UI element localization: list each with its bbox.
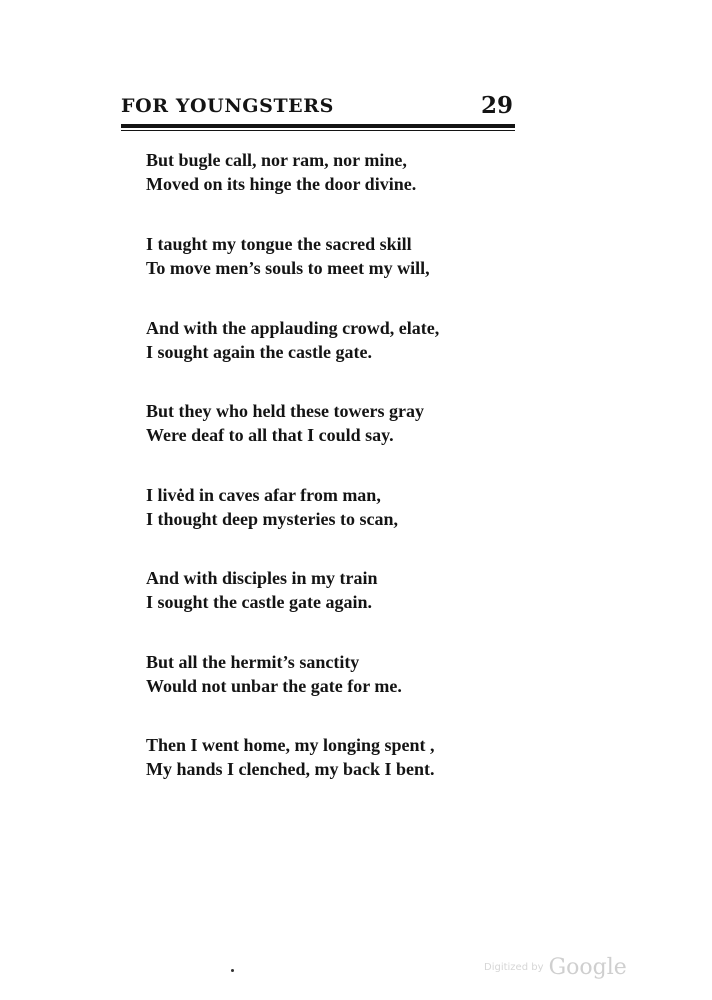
stanza [146, 232, 526, 280]
stanza [146, 483, 526, 531]
stanza [146, 566, 526, 614]
poem-line: And with the applauding crowd, elate, [146, 318, 440, 338]
poem-line: Moved on its hinge the door divine. [146, 174, 417, 194]
poem-line: I livėd in caves afar from man, [146, 485, 381, 505]
header-rule-thin [121, 130, 515, 131]
poem-line: But all the hermit’s sanctity [146, 652, 360, 672]
poem-line: And with disciples in my train [146, 568, 378, 588]
poem-line: I sought again the castle gate. [146, 342, 372, 362]
stanza [146, 148, 526, 196]
stanza [146, 316, 526, 364]
stanza [146, 650, 526, 698]
running-header [121, 94, 515, 122]
watermark-prefix: Digitized by [484, 962, 544, 973]
poem-line: I taught my tongue the sacred skill [146, 234, 412, 254]
stanza [146, 733, 526, 781]
poem-line: I sought the castle gate again. [146, 592, 372, 612]
poem-line: But they who held these towers gray [146, 401, 424, 421]
poem-line: Would not unbar the gate for me. [146, 676, 402, 696]
page-number: 29 [480, 92, 513, 119]
poem-line: Were deaf to all that I could say. [146, 425, 394, 445]
ink-speck [231, 969, 234, 972]
stanza [146, 399, 526, 447]
poem-line: To move men’s souls to meet my will, [146, 258, 430, 278]
header-rule-thick [121, 124, 515, 128]
poem-line: Then I went home, my longing spent , [146, 735, 435, 755]
digitization-watermark [484, 955, 626, 987]
running-title: FOR YOUNGSTERS [121, 95, 334, 117]
poem-line: I thought deep mysteries to scan, [146, 509, 398, 529]
poem-line: My hands I clenched, my back I bent. [146, 759, 435, 779]
poem-line: But bugle call, nor ram, nor mine, [146, 150, 407, 170]
google-logo: Google [548, 955, 627, 980]
